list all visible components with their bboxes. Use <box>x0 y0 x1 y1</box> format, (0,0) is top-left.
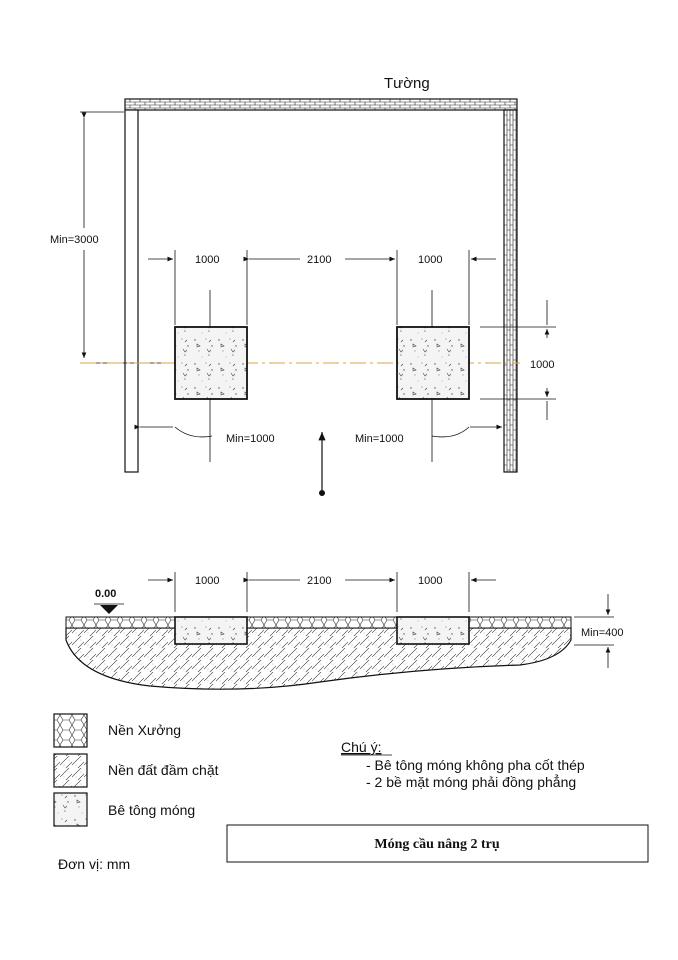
section-min-depth: Min=400 <box>581 627 624 639</box>
wall-label: Tường <box>384 75 430 92</box>
section-dim-gap: 2100 <box>307 575 332 587</box>
plan-dim-gap: 2100 <box>307 254 332 266</box>
notes-heading: Chú ý: <box>341 739 382 755</box>
section-view <box>66 572 624 689</box>
drawing-title: Móng cầu nâng 2 trụ <box>374 837 500 852</box>
level-marker-icon <box>100 605 118 614</box>
plan-view <box>50 75 556 496</box>
section-left-pad <box>175 617 247 644</box>
height-dimension-label: Min=3000 <box>50 234 99 246</box>
notes-line-1: - Bê tông móng không pha cốt thép <box>366 757 585 773</box>
legend-floor-swatch <box>54 714 87 747</box>
left-foundation-pad <box>175 327 247 399</box>
legend-soil-label: Nền đất đầm chặt <box>108 762 219 778</box>
plan-min-left: Min=1000 <box>226 433 275 445</box>
title-block <box>227 825 648 862</box>
section-dim-left-post: 1000 <box>195 575 220 587</box>
unit-label: Đơn vị: mm <box>58 856 131 872</box>
section-right-pad <box>397 617 469 644</box>
legend-soil-swatch <box>54 754 87 787</box>
right-foundation-pad <box>397 327 469 399</box>
right-wall <box>504 110 517 472</box>
plan-dim-left-post: 1000 <box>195 254 220 266</box>
floor-layer <box>66 617 571 628</box>
compacted-soil <box>66 628 571 689</box>
notes <box>341 739 585 790</box>
notes-line-2: - 2 bề mặt móng phải đồng phẳng <box>366 774 577 790</box>
left-wall <box>125 110 138 472</box>
level-label: 0.00 <box>95 588 117 600</box>
legend-concrete-swatch <box>54 793 87 826</box>
top-wall <box>125 99 517 110</box>
plan-dim-pad-depth: 1000 <box>530 359 555 371</box>
legend-floor-label: Nền Xưởng <box>108 722 182 738</box>
legend-concrete-label: Bê tông móng <box>108 802 196 818</box>
legend <box>54 714 219 872</box>
section-dim-right-post: 1000 <box>418 575 443 587</box>
plan-min-right: Min=1000 <box>355 433 404 445</box>
plan-dim-right-post: 1000 <box>418 254 443 266</box>
